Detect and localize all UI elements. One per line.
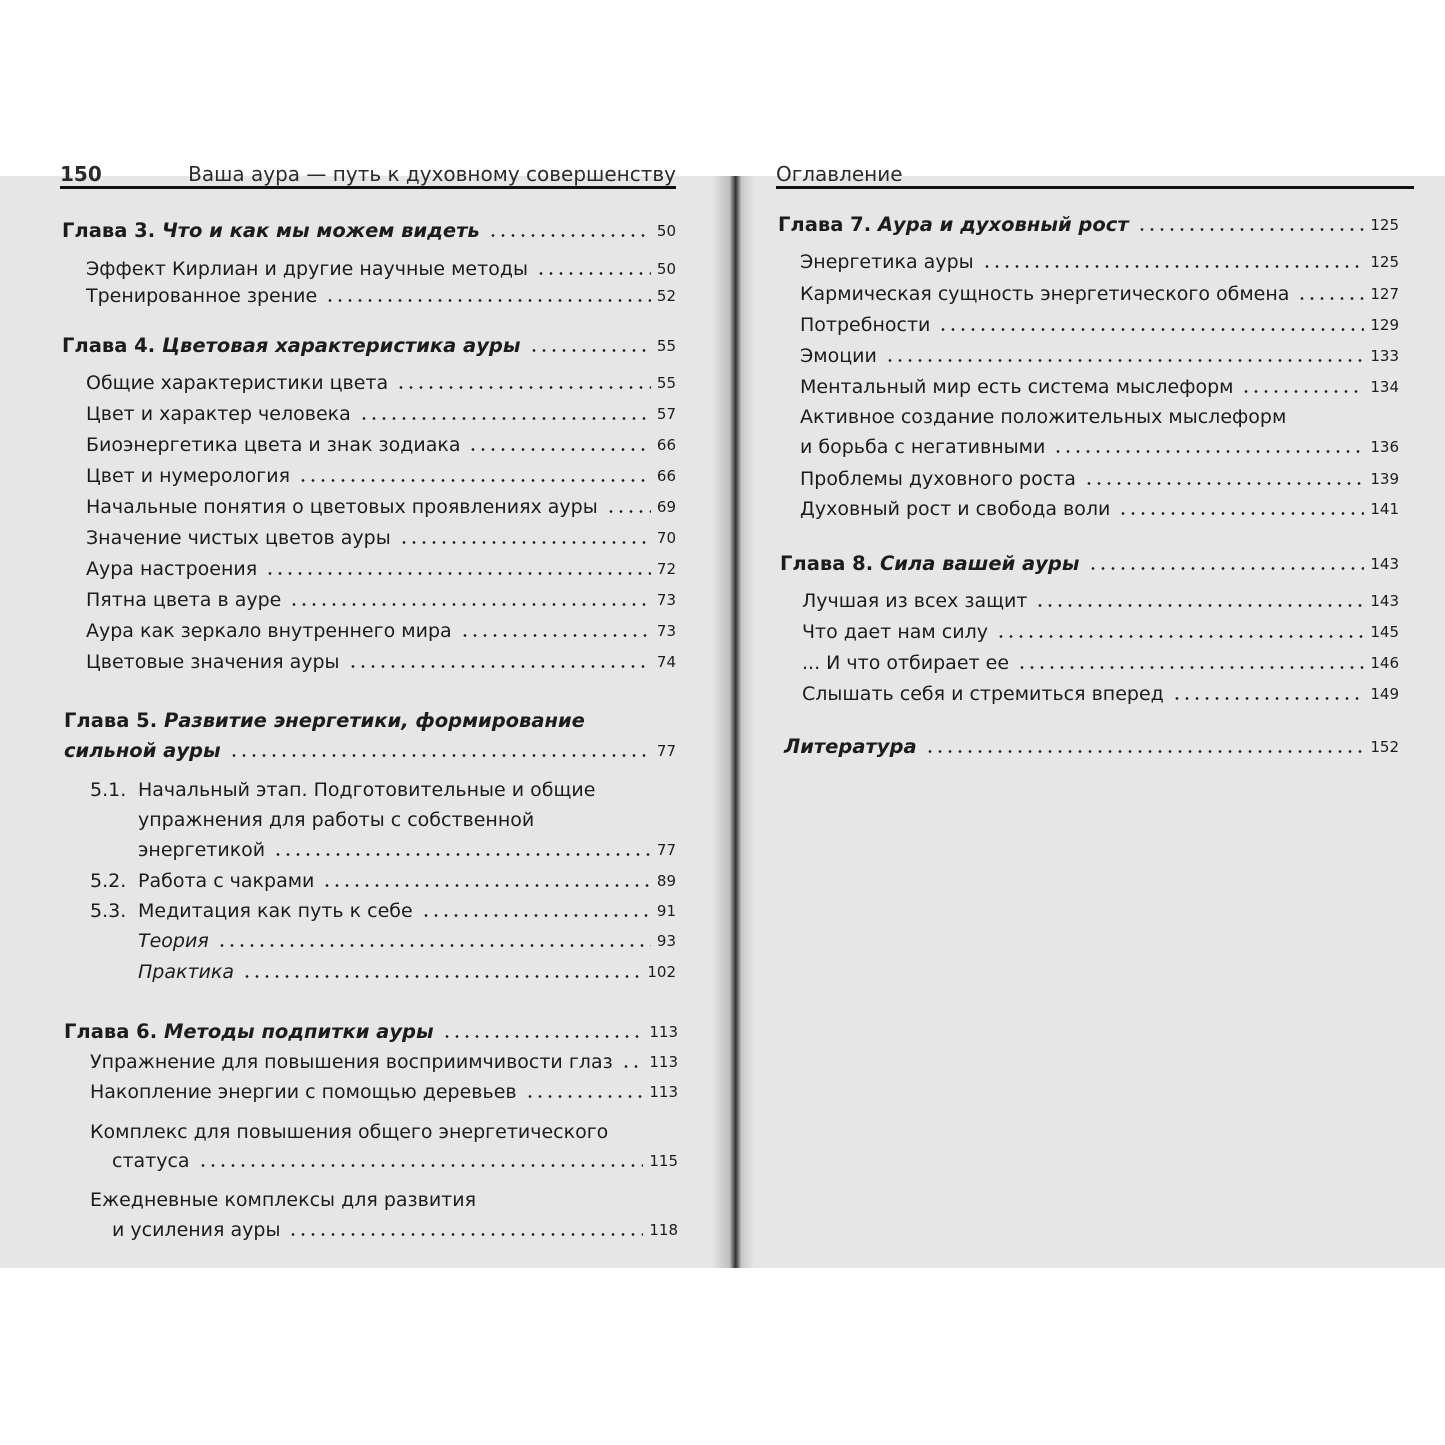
entry-title: Что дает нам силу <box>802 621 988 643</box>
chapter-title: Литература <box>784 735 917 758</box>
toc-entry-line <box>800 404 1399 428</box>
dot-leader <box>442 1035 644 1038</box>
entry-title: Цвет и характер человека <box>86 403 351 425</box>
toc-entry-text <box>800 436 1045 458</box>
dot-leader <box>289 603 651 606</box>
toc-entry-text <box>780 553 1080 575</box>
chapter-title: Цветовая характеристика ауры <box>161 334 521 357</box>
toc-entry-text <box>112 1150 190 1172</box>
page-reference: 102 <box>647 963 676 981</box>
entry-title: Цветовые значения ауры <box>86 651 340 673</box>
chapter-label: Глава 6. <box>64 1020 158 1043</box>
book-spread <box>0 162 1445 1268</box>
dot-leader <box>1084 482 1364 485</box>
toc-entry-line <box>90 1187 678 1211</box>
toc-entry-line <box>90 1049 678 1073</box>
toc-chapter-line <box>64 1019 678 1043</box>
right-running-head <box>776 162 1414 189</box>
page-reference: 143 <box>1370 555 1399 573</box>
dot-leader <box>265 572 651 575</box>
entry-title: Значение чистых цветов ауры <box>86 527 391 549</box>
toc-entry-line <box>86 283 676 307</box>
dot-leader <box>359 417 651 420</box>
toc-entry-line <box>86 494 676 518</box>
toc-entry-line <box>90 898 676 922</box>
entry-title: Аура как зеркало внутреннего мира <box>86 620 452 642</box>
toc-entry-text <box>86 258 528 280</box>
dot-leader <box>421 914 651 917</box>
toc-entry-text <box>64 1021 434 1043</box>
page-reference: 139 <box>1370 470 1399 488</box>
toc-entry-line <box>138 959 676 983</box>
dot-leader <box>1035 604 1364 607</box>
toc-entry-line <box>800 496 1399 520</box>
dot-leader <box>996 635 1364 638</box>
page-reference: 77 <box>656 742 676 760</box>
toc-entry-line <box>86 525 676 549</box>
toc-entry-text <box>86 558 257 580</box>
page-reference: 50 <box>656 222 676 240</box>
chapter-label: Глава 3. <box>62 219 156 242</box>
dot-leader <box>1297 297 1364 300</box>
toc-entry-line <box>86 587 676 611</box>
dot-leader <box>982 265 1365 268</box>
page-reference: 143 <box>1370 592 1399 610</box>
toc-entry-line <box>802 619 1399 643</box>
toc-entry-text <box>802 621 988 643</box>
page-reference: 74 <box>656 653 676 671</box>
entry-title: Накопление энергии с помощью деревьев <box>90 1081 517 1103</box>
toc-entry-text <box>800 498 1110 520</box>
toc-entry-text <box>86 651 340 673</box>
page-reference: 133 <box>1370 347 1399 365</box>
toc-entry-text <box>90 779 595 801</box>
page-reference: 141 <box>1370 500 1399 518</box>
dot-leader <box>938 328 1364 331</box>
dot-leader <box>460 634 651 637</box>
toc-entry-line <box>86 618 676 642</box>
right-running-title: Оглавление <box>776 162 903 186</box>
toc-chapter-line <box>780 551 1399 575</box>
page-reference: 91 <box>656 902 676 920</box>
left-running-head <box>60 162 676 189</box>
page-reference: 50 <box>656 260 676 278</box>
entry-title: статуса <box>112 1150 190 1172</box>
toc-entry-text <box>62 335 521 357</box>
entry-title: Духовный рост и свобода воли <box>800 498 1111 520</box>
toc-entry-text <box>778 214 1129 236</box>
entry-title: Пятна цвета в ауре <box>86 589 282 611</box>
toc-entry-line <box>800 281 1399 305</box>
dot-leader <box>525 1095 644 1098</box>
dot-leader <box>396 386 651 389</box>
toc-entry-line <box>90 868 676 892</box>
entry-title: Энергетика ауры <box>800 251 974 273</box>
entry-title: и борьба с негативными <box>800 436 1046 458</box>
entry-title: Работа с чакрами <box>138 870 315 892</box>
entry-title: Проблемы духовного роста <box>800 468 1076 490</box>
entry-title: Комплекс для повышения общего энергетического <box>90 1121 609 1143</box>
toc-entry-line <box>800 249 1399 273</box>
page-reference: 145 <box>1370 623 1399 641</box>
dot-leader <box>1172 697 1365 700</box>
toc-entry-line <box>90 1119 678 1143</box>
toc-entry-text <box>90 1051 613 1073</box>
toc-entry-text <box>90 1121 608 1143</box>
dot-leader <box>621 1065 644 1068</box>
entry-title: Ментальный мир есть система мыслеформ <box>800 376 1234 398</box>
toc-entry-text <box>86 285 317 307</box>
toc-entry-text <box>64 710 585 732</box>
toc-chapter-line <box>62 218 676 242</box>
toc-entry-text <box>86 620 452 642</box>
toc-entry-text <box>802 590 1027 612</box>
toc-entry-line <box>86 256 676 280</box>
entry-title: Медитация как путь к себе <box>138 900 413 922</box>
toc-chapter-line <box>64 708 676 732</box>
toc-entry-text <box>64 740 221 762</box>
toc-chapter-line <box>784 734 1399 758</box>
page-reference: 77 <box>656 841 676 859</box>
toc-entry-line <box>800 374 1399 398</box>
toc-entry-text <box>86 434 460 456</box>
toc-entry-text <box>800 314 930 336</box>
toc-entry-text <box>90 1189 476 1211</box>
toc-entry-text <box>86 589 281 611</box>
toc-entry-line <box>800 434 1399 458</box>
dot-leader <box>242 975 641 978</box>
page-reference: 113 <box>649 1053 678 1071</box>
chapter-title: сильной ауры <box>64 739 221 762</box>
dot-leader <box>885 359 1365 362</box>
toc-entry-text <box>800 468 1076 490</box>
toc-entry-line <box>138 837 676 861</box>
entry-title: Биоэнергетика цвета и знак зодиака <box>86 434 461 456</box>
right-page <box>754 162 1445 1268</box>
toc-entry-text <box>86 403 351 425</box>
page-reference: 73 <box>656 622 676 640</box>
chapter-label: Глава 7. <box>778 213 872 236</box>
toc-entry-line <box>800 466 1399 490</box>
dot-leader <box>1118 512 1364 515</box>
dot-leader <box>1241 390 1364 393</box>
toc-entry-text <box>90 900 413 922</box>
toc-chapter-line <box>778 212 1399 236</box>
page-reference: 52 <box>656 287 676 305</box>
page-reference: 136 <box>1370 438 1399 456</box>
left-page <box>0 162 712 1268</box>
page-reference: 125 <box>1370 253 1399 271</box>
dot-leader <box>322 884 650 887</box>
toc-entry-text <box>86 527 391 549</box>
page-reference: 152 <box>1370 738 1399 756</box>
book-gutter <box>712 176 754 1268</box>
toc-chapter-line <box>64 738 676 762</box>
page-reference: 118 <box>649 1221 678 1239</box>
page-reference: 89 <box>656 872 676 890</box>
entry-title: Аура настроения <box>86 558 258 580</box>
section-number: 5.1. <box>90 779 127 801</box>
chapter-title: Развитие энергетики, формирование <box>163 709 585 732</box>
toc-entry-text <box>86 496 598 518</box>
dot-leader <box>325 299 651 302</box>
toc-entry-line <box>90 1079 678 1103</box>
toc-entry-text <box>784 736 917 758</box>
toc-entry-line <box>800 343 1399 367</box>
dot-leader <box>925 750 1365 753</box>
toc-entry-line <box>138 807 676 831</box>
page-reference: 115 <box>649 1152 678 1170</box>
dot-leader <box>488 234 651 237</box>
entry-title: Потребности <box>800 314 931 336</box>
toc-entry-text <box>800 283 1289 305</box>
entry-title: Начальные понятия о цветовых проявлениях ауры <box>86 496 598 518</box>
page-reference: 55 <box>656 337 676 355</box>
entry-title: Начальный этап. Подготовительные и общие <box>138 779 596 801</box>
page-reference: 125 <box>1370 216 1399 234</box>
toc-entry-text <box>90 870 314 892</box>
toc-entry-line <box>86 401 676 425</box>
chapter-title: Сила вашей ауры <box>879 552 1080 575</box>
left-running-title: Ваша аура — путь к духовному совершенству <box>188 162 676 186</box>
page-reference: 127 <box>1370 285 1399 303</box>
toc-entry-text <box>112 1219 280 1241</box>
toc-entry-text <box>800 251 974 273</box>
toc-entry-line <box>112 1217 678 1241</box>
page-reference: 134 <box>1370 378 1399 396</box>
toc-entry-text <box>800 345 877 367</box>
entry-title: энергетикой <box>138 839 266 861</box>
page-reference: 129 <box>1370 316 1399 334</box>
page-reference: 66 <box>656 467 676 485</box>
dot-leader <box>348 665 651 668</box>
entry-title: Активное создание положительных мыслеформ <box>800 406 1287 428</box>
toc-entry-line <box>86 432 676 456</box>
dot-leader <box>468 448 650 451</box>
toc-entry-line <box>86 463 676 487</box>
entry-title: Ежедневные комплексы для развития <box>90 1189 477 1211</box>
page-reference: 70 <box>656 529 676 547</box>
toc-entry-line <box>86 556 676 580</box>
toc-entry-text <box>86 465 290 487</box>
toc-entry-text <box>138 809 534 831</box>
toc-entry-text <box>138 839 265 861</box>
toc-entry-text <box>800 376 1233 398</box>
toc-entry-line <box>86 649 676 673</box>
chapter-label: Глава 5. <box>64 709 158 732</box>
entry-title: и усиления ауры <box>112 1219 281 1241</box>
dot-leader <box>229 754 651 757</box>
toc-entry-text <box>138 930 209 952</box>
entry-title: Упражнение для повышения восприимчивости глаз <box>90 1051 613 1073</box>
dot-leader <box>273 853 651 856</box>
toc-entry-line <box>90 777 676 801</box>
dot-leader <box>1017 666 1364 669</box>
dot-leader <box>217 944 651 947</box>
toc-entry-text <box>802 683 1164 705</box>
entry-title: ... И что отбирает ее <box>802 652 1010 674</box>
entry-title: Эффект Кирлиан и другие научные методы <box>86 258 528 280</box>
entry-title: Общие характеристики цвета <box>86 372 389 394</box>
toc-entry-line <box>86 370 676 394</box>
entry-title: Тренированное зрение <box>86 285 318 307</box>
chapter-title: Методы подпитки ауры <box>163 1020 434 1043</box>
page-reference: 146 <box>1370 654 1399 672</box>
toc-entry-line <box>802 650 1399 674</box>
toc-entry-line <box>138 928 676 952</box>
entry-title: Теория <box>138 930 209 952</box>
toc-entry-text <box>138 961 234 983</box>
toc-entry-text <box>90 1081 517 1103</box>
entry-title: Цвет и нумерология <box>86 465 291 487</box>
page-reference: 55 <box>656 374 676 392</box>
dot-leader <box>288 1233 643 1236</box>
dot-leader <box>198 1164 644 1167</box>
page-reference: 73 <box>656 591 676 609</box>
toc-entry-line <box>800 312 1399 336</box>
page-reference: 57 <box>656 405 676 423</box>
dot-leader <box>399 541 651 544</box>
page-reference: 93 <box>656 932 676 950</box>
section-number: 5.3. <box>90 900 127 922</box>
page-reference: 113 <box>649 1023 678 1041</box>
entry-title: Лучшая из всех защит <box>802 590 1028 612</box>
section-number: 5.2. <box>90 870 127 892</box>
dot-leader <box>1137 228 1365 231</box>
entry-title: Практика <box>138 961 235 983</box>
toc-entry-text <box>800 406 1286 428</box>
entry-title: упражнения для работы с собственной <box>138 809 535 831</box>
dot-leader <box>1053 450 1364 453</box>
toc-entry-line <box>112 1148 678 1172</box>
entry-title: Эмоции <box>800 345 877 367</box>
left-page-number: 150 <box>60 162 102 186</box>
toc-entry-text <box>62 220 480 242</box>
dot-leader <box>536 272 651 275</box>
toc-entry-text <box>86 372 388 394</box>
page-reference: 72 <box>656 560 676 578</box>
entry-title: Кармическая сущность энергетического обмена <box>800 283 1290 305</box>
dot-leader <box>529 349 651 352</box>
page-reference: 66 <box>656 436 676 454</box>
chapter-title: Аура и духовный рост <box>877 213 1129 236</box>
toc-entry-line <box>802 681 1399 705</box>
chapter-title: Что и как мы можем видеть <box>161 219 480 242</box>
page-reference: 69 <box>656 498 676 516</box>
chapter-label: Глава 4. <box>62 334 156 357</box>
chapter-label: Глава 8. <box>780 552 874 575</box>
dot-leader <box>606 510 651 513</box>
dot-leader <box>298 479 651 482</box>
entry-title: Слышать себя и стремиться вперед <box>802 683 1164 705</box>
dot-leader <box>1088 567 1365 570</box>
toc-entry-text <box>802 652 1009 674</box>
page-reference: 113 <box>649 1083 678 1101</box>
toc-chapter-line <box>62 333 676 357</box>
page-reference: 149 <box>1370 685 1399 703</box>
toc-entry-line <box>802 588 1399 612</box>
